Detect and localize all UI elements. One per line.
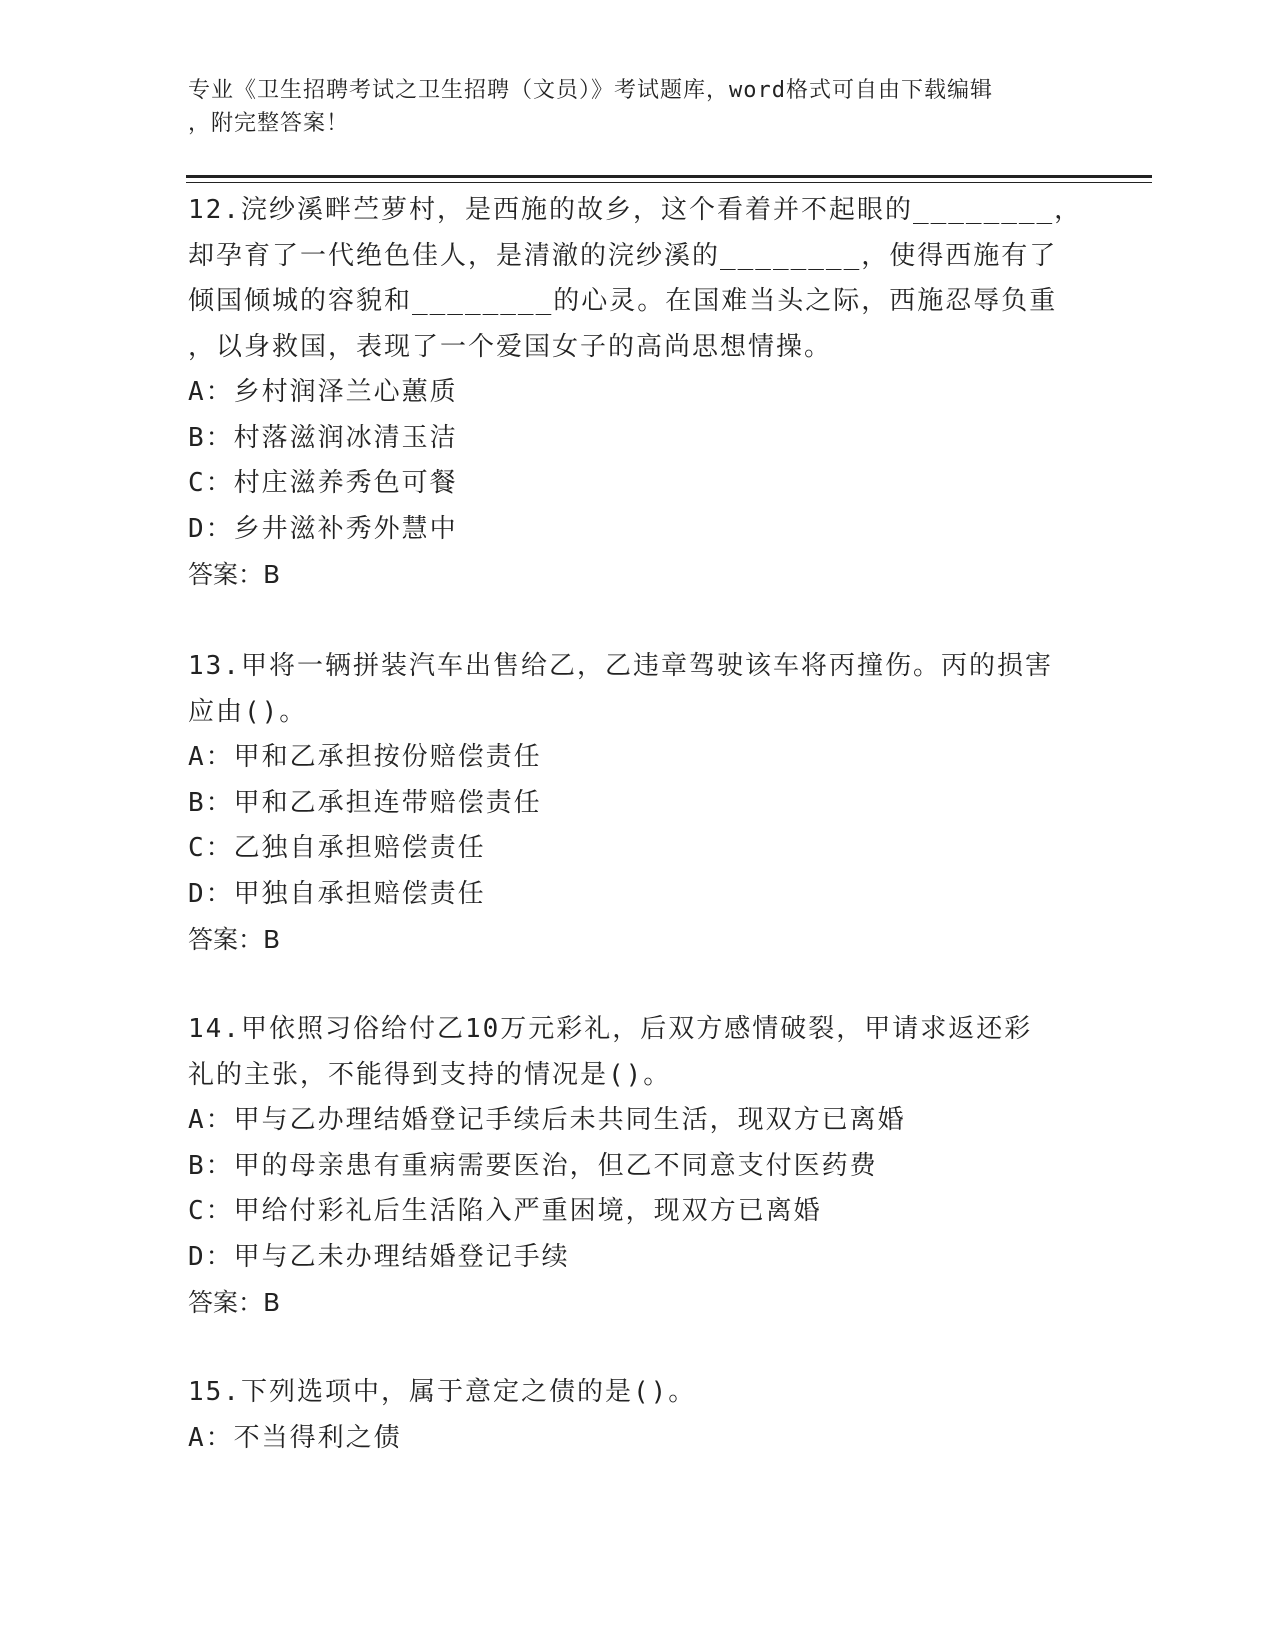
question-stem-line: 13.甲将一辆拼装汽车出售给乙，乙违章驾驶该车将丙撞伤。丙的损害 [188, 651, 1053, 681]
option-b: B：村落滋润冰清玉洁 [188, 422, 458, 453]
header-line-1: 专业《卫生招聘考试之卫生招聘（文员）》考试题库，word格式可自由下载编辑 [188, 78, 993, 103]
option-c: C：村庄滋养秀色可餐 [188, 468, 458, 498]
document-header [188, 74, 1068, 140]
question-stem-line: 礼的主张，不能得到支持的情况是()。 [188, 1059, 672, 1090]
answer-line: 答案：B [188, 1288, 281, 1317]
option-a: A：乡村润泽兰心蕙质 [188, 377, 458, 407]
question-stem-line: 15.下列选项中，属于意定之债的是()。 [188, 1377, 697, 1407]
question-stem-line: 却孕育了一代绝色佳人，是清澈的浣纱溪的________，使得西施有了 [188, 240, 1058, 271]
option-d: D：甲独自承担赔偿责任 [188, 878, 486, 909]
option-b: B：甲的母亲患有重病需要医治，但乙不同意支付医药费 [188, 1150, 878, 1181]
question-13 [188, 644, 1088, 963]
header-divider-thin [186, 182, 1152, 183]
option-b: B：甲和乙承担连带赔偿责任 [188, 787, 542, 818]
question-14 [188, 1007, 1088, 1326]
option-c: C：甲给付彩礼后生活陷入严重困境，现双方已离婚 [188, 1196, 822, 1226]
option-a: A：甲和乙承担按份赔偿责任 [188, 742, 542, 772]
option-a: A：甲与乙办理结婚登记手续后未共同生活，现双方已离婚 [188, 1105, 906, 1135]
header-line-2: ，附完整答案！ [188, 111, 350, 136]
header-divider-thick [186, 175, 1152, 178]
question-stem-line: 12.浣纱溪畔苎萝村，是西施的故乡，这个看着并不起眼的________， [188, 195, 1083, 225]
question-stem-line: 应由()。 [188, 696, 308, 727]
option-d: D：甲与乙未办理结婚登记手续 [188, 1241, 570, 1272]
question-stem-line: ，以身救国，表现了一个爱国女子的高尚思想情操。 [188, 331, 833, 362]
answer-line: 答案：B [188, 560, 281, 589]
option-c: C：乙独自承担赔偿责任 [188, 833, 486, 863]
question-12 [188, 188, 1088, 598]
question-stem-line: 倾国倾城的容貌和________的心灵。在国难当头之际，西施忍辱负重 [188, 286, 1058, 316]
answer-line: 答案：B [188, 925, 281, 954]
question-15 [188, 1370, 1088, 1461]
question-stem-line: 14.甲依照习俗给付乙10万元彩礼，后双方感情破裂，甲请求返还彩 [188, 1014, 1033, 1044]
option-a: A：不当得利之债 [188, 1422, 402, 1453]
option-d: D：乡井滋补秀外慧中 [188, 513, 458, 544]
